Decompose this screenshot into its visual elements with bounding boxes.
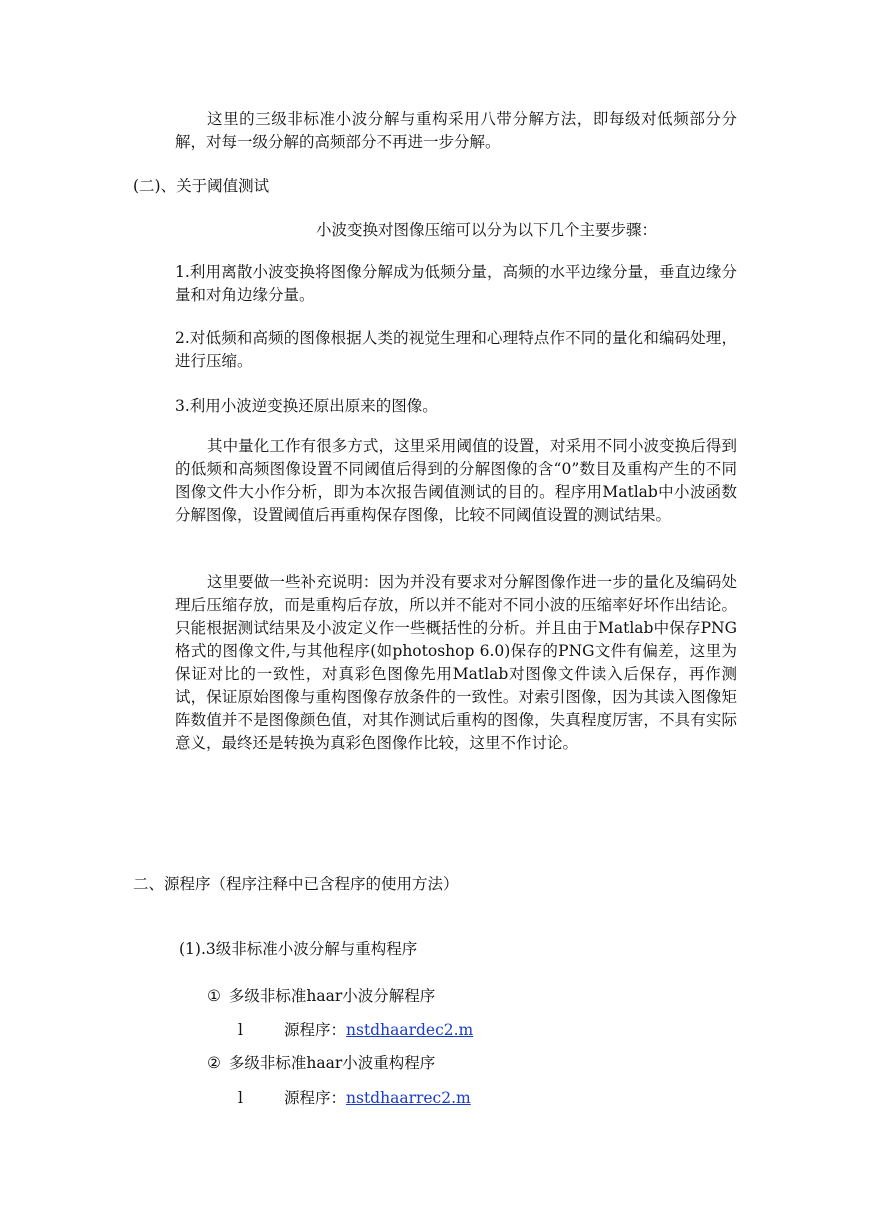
note-paragraph: 这里要做一些补充说明：因为并没有要求对分解图像作进一步的量化及编码处理后压缩存放，而是重构后存放，所以并不能对不同小波的压缩率好坏作出结论。只能根据测试结果及小波定义作一些概括性的分析。并且由于Matlab中保存PNG格式的图像文件,与其他程序(如photoshop 6.0)保存的PNG文件有偏差，这里为保证对比的一致性，对真彩色图像先用Matlab对图像文件读入后保存，再作测试，保证原始图像与重构图像存放条件的一致性。对索引图像，因为其读入图像矩阵数值并不是图像颜色值，对其作测试后重构的图像，失真程度厉害，不具有实际意义，最终还是转换为真彩色图像作比较，这里不作讨论。 [175,573,737,752]
source-label: 源程序： [284,1021,347,1039]
list-item-reconstruct [207,1052,435,1075]
step-3: 3.利用小波逆变换还原出原来的图像。 [175,397,438,415]
source-label: 源程序： [284,1089,347,1107]
source-line-decompose [238,1019,473,1042]
list-item-decompose [207,985,435,1008]
source-line-reconstruct [238,1087,471,1110]
source-heading: 二、源程序（程序注释中已含程序的使用方法） [133,875,459,893]
sub-heading: (1).3级非标准小波分解与重构程序 [179,940,418,958]
bullet-marker: l [238,1089,243,1107]
quantization-paragraph: 其中量化工作有很多方式，这里采用阈值的设置，对采用不同小波变换后得到的低频和高频图像设置不同阈值后得到的分解图像的含“0”数目及重构产生的不同图像文件大小作分析，即为本次报告阈值测试的目的。程序用Matlab中小波函数分解图像，设置阈值后再重构保存图像，比较不同阈值设置的测试结果。 [175,437,737,524]
step-2: 2.对低频和高频的图像根据人类的视觉生理和心理特点作不同的量化和编码处理，进行压缩。 [175,329,737,370]
section-threshold-heading: (二)、关于阈值测试 [133,177,270,195]
list-item-label: 多级非标准haar小波分解程序 [228,987,436,1005]
intro-paragraph: 这里的三级非标准小波分解与重构采用八带分解方法，即每级对低频部分分解，对每一级分解的高频部分不再进一步分解。 [175,110,737,151]
step-1: 1.利用离散小波变换将图像分解成为低频分量，高频的水平边缘分量，垂直边缘分量和对角边缘分量。 [175,263,737,304]
steps-intro: 小波变换对图像压缩可以分为以下几个主要步骤： [316,221,658,239]
source-link-nstdhaardec2[interactable]: nstdhaardec2.m [346,1021,474,1039]
source-link-nstdhaarrec2[interactable]: nstdhaarrec2.m [346,1089,471,1107]
list-item-label: 多级非标准haar小波重构程序 [228,1054,436,1072]
circled-number-2: ② [207,1054,221,1072]
circled-number-1: ① [207,987,221,1005]
bullet-marker: l [238,1021,243,1039]
